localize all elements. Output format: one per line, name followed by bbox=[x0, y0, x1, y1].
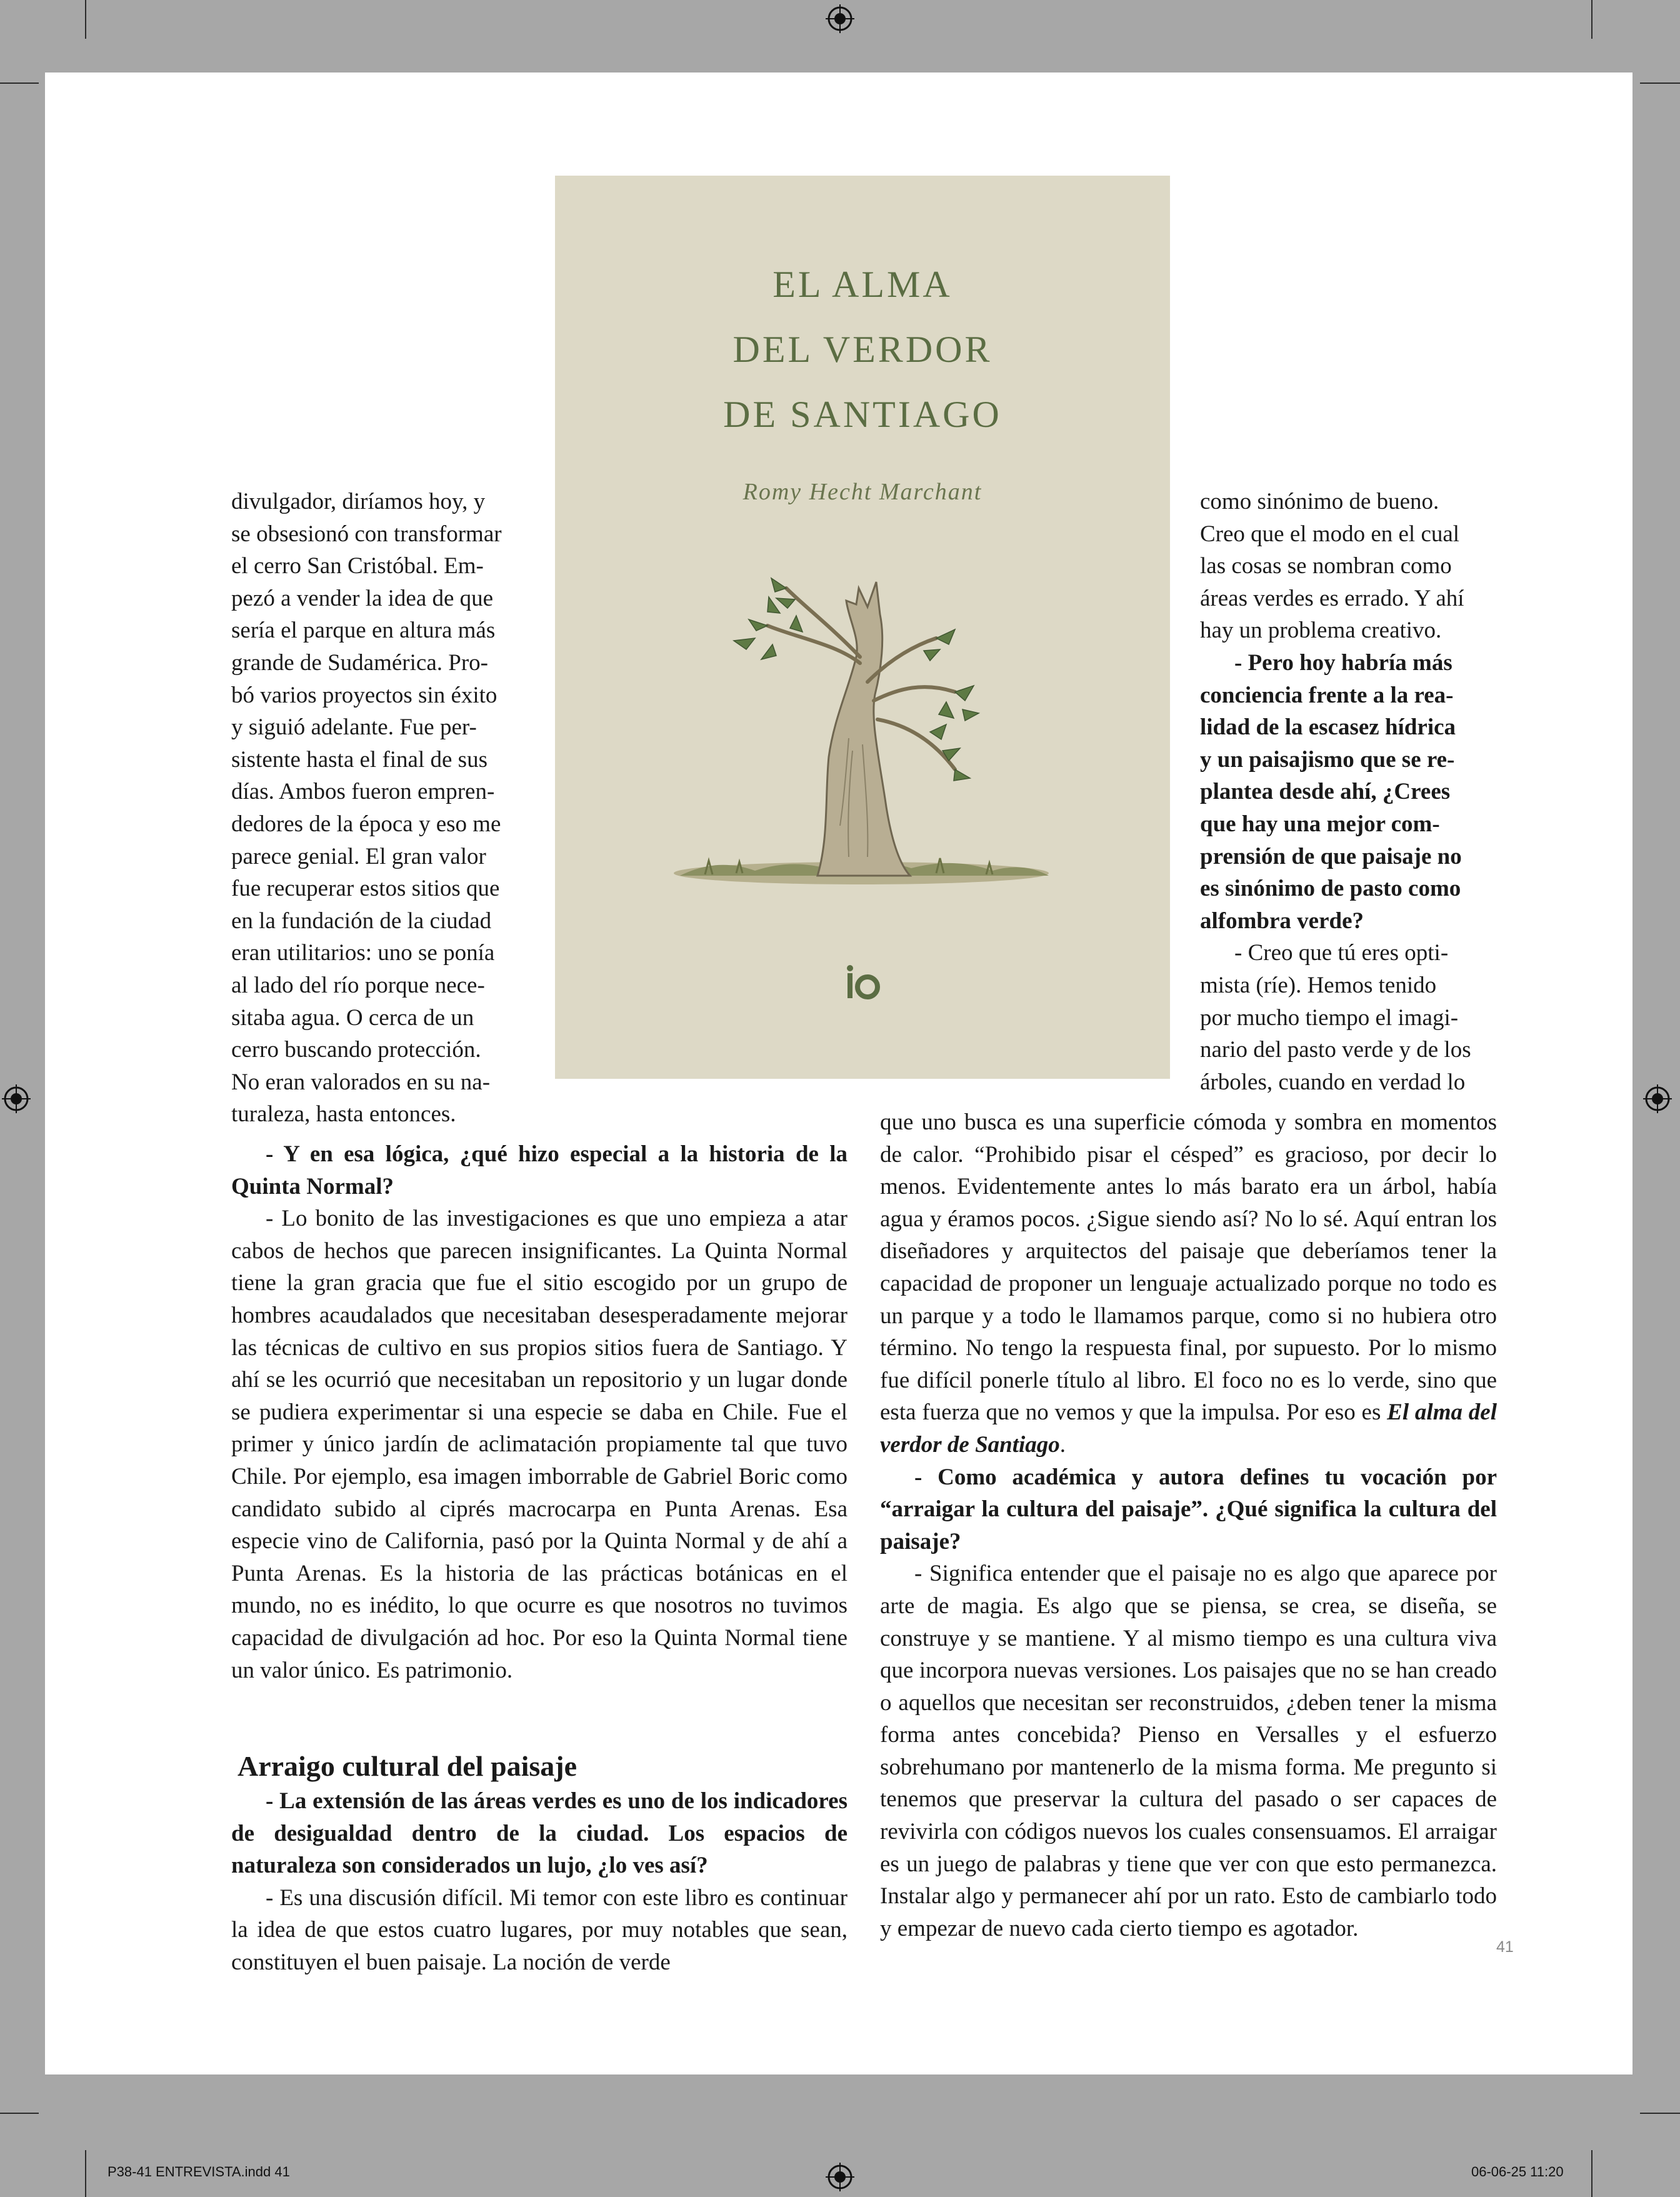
text-line: parece genial. El gran valor bbox=[231, 843, 486, 869]
text-line: se obsesionó con transformar bbox=[231, 521, 502, 547]
text-line: hay un problema creativo. bbox=[1200, 618, 1442, 644]
text-line: Creo que el modo en el cual bbox=[1200, 521, 1460, 547]
text-line: nario del pasto verde y de los bbox=[1200, 1037, 1471, 1063]
interview-answer-continued bbox=[880, 1106, 1497, 1461]
crop-mark bbox=[1591, 0, 1592, 39]
book-cover-title bbox=[555, 252, 1170, 447]
print-slug-file: P38-41 ENTREVISTA.indd 41 bbox=[108, 2164, 290, 2179]
text-line: y un paisajismo que se re- bbox=[1200, 746, 1455, 773]
book-title-reference: El alma del verdor de Santiago bbox=[880, 1399, 1497, 1458]
text-line: sitaba agua. O cerca de un bbox=[231, 1004, 474, 1031]
text-line: - Creo que tú eres opti- bbox=[1234, 940, 1449, 966]
crop-mark bbox=[85, 0, 86, 39]
text-line: es sinónimo de pasto como bbox=[1200, 876, 1461, 902]
crop-mark bbox=[0, 83, 39, 84]
text-line: prensión de que paisaje no bbox=[1200, 843, 1462, 869]
crop-mark bbox=[85, 2150, 86, 2197]
right-top-lines bbox=[1200, 486, 1497, 1098]
cover-title-line: DEL VERDOR bbox=[732, 329, 992, 370]
answer-text-end: . bbox=[1059, 1431, 1066, 1458]
left-top-column bbox=[231, 486, 525, 1131]
text-line: grande de Sudamérica. Pro- bbox=[231, 649, 488, 676]
text-line: lidad de la escasez hídrica bbox=[1200, 714, 1456, 741]
text-line: sistente hasta el final de sus bbox=[231, 746, 488, 773]
text-line: al lado del río porque nece- bbox=[231, 972, 485, 998]
text-line: días. Ambos fueron empren- bbox=[231, 779, 495, 805]
interview-answer: - Lo bonito de las investigaciones es que uno empieza a atar cabos de hechos que parecen insignificantes. La Quinta Normal tiene la gran gracia que fue el sitio escogido por un grupo de hombres acaudalados que necesitaban desesperadamente mejorar las técnicas de cultivo en sus propios sitios fuera de Santiago. Y ahí se les ocurrió que necesitaban un repositorio y un lugar donde se pudiera experimentar si una especie se daba en Chile. Fue el primer y único jardín de aclimatación propiamente tal que tuvo Chile. Por ejemplo, esa imagen imborrable de Gabriel Boric como candidato subido al ciprés macrocarpa en Punta Arenas. Esa especie vino de California, pasó por la Quinta Normal y de ahí a Punta Arenas. Es la historia de las prácticas botánicas en el mundo, no es inédito, lo que ocurre es que nosotros no tuvimos capacidad de divulgación ad hoc. Por eso la Quinta Normal tiene un valor único. Es patrimonio. bbox=[231, 1206, 848, 1683]
text-line: mista (ríe). Hemos tenido bbox=[1200, 972, 1437, 998]
crop-mark bbox=[0, 2113, 39, 2114]
text-line: dedores de la época y eso me bbox=[231, 811, 501, 837]
book-cover bbox=[555, 176, 1170, 1079]
print-slug-timestamp: 06-06-25 11:20 bbox=[1471, 2164, 1564, 2179]
text-line: divulgador, diríamos hoy, y bbox=[231, 489, 486, 514]
text-line: alfombra verde? bbox=[1200, 908, 1364, 934]
publisher-logo bbox=[842, 963, 882, 1003]
left-bottom-column bbox=[231, 1785, 848, 1979]
text-line: las cosas se nombran como bbox=[1200, 553, 1452, 579]
registration-mark-icon bbox=[826, 4, 854, 33]
text-line: eran utilitarios: uno se ponía bbox=[231, 940, 495, 966]
interview-question: - La extensión de las áreas verdes es uno de los indicadores de desigualdad dentro de la ciudad. Los espacios de naturaleza son considerados un lujo, ¿lo ves así? bbox=[231, 1788, 848, 1879]
interview-answer: - Significa entender que el paisaje no es algo que aparece por arte de magia. Es algo que se piensa, se crea, se diseña, se construye y se mantiene. Y al mismo tiempo es una cultura viva que incorpora nuevas versiones. Los paisajes que no se han creado o aquellos que necesitan ser reconstruidos, ¿deben tener la misma forma antes concebida? Pienso en Versalles y el esfuerzo sobrehumano por mantenerlo de la misma forma. Me pregunto si tenemos que preservar la cultura del pasado o ser capaces de revivirla con códigos nuevos los cuales consensuamos. El arraigar es un juego de palabras y tiene que ver con que esto permanezca. Instalar algo y permanecer ahí por un rato. Esto de cambiarlo todo y empezar de nuevo cada cierto tiempo es agotador. bbox=[880, 1561, 1497, 1941]
interview-question: - Y en esa lógica, ¿qué hizo especial a la historia de la Quinta Normal? bbox=[231, 1141, 848, 1199]
page-number: 41 bbox=[1496, 1938, 1514, 1956]
registration-mark-icon bbox=[1643, 1084, 1672, 1113]
tree-illustration bbox=[661, 563, 1061, 888]
text-line: - Pero hoy habría más bbox=[1234, 649, 1452, 676]
text-line: en la fundación de la ciudad bbox=[231, 908, 492, 934]
text-line: árboles, cuando en verdad lo bbox=[1200, 1069, 1466, 1095]
text-line: pezó a vender la idea de que bbox=[231, 585, 494, 611]
text-line: como sinónimo de bueno. bbox=[1200, 489, 1439, 514]
text-line: turaleza, hasta entonces. bbox=[231, 1101, 456, 1128]
text-line: y siguió adelante. Fue per- bbox=[231, 714, 477, 741]
interview-answer: - Es una discusión difícil. Mi temor con este libro es continuar la idea de que estos cuatro lugares, por muy notables que sean, constituyen el buen paisaje. La noción de verde bbox=[231, 1884, 848, 1975]
right-top-column bbox=[1200, 486, 1497, 1098]
text-line: que hay una mejor com- bbox=[1200, 811, 1440, 837]
left-main-column bbox=[231, 1138, 848, 1686]
registration-mark-icon bbox=[826, 2163, 854, 2191]
interview-question: - Como académica y autora defines tu vocación por “arraigar la cultura del paisaje”. ¿Qué significa la cultura del paisaje? bbox=[880, 1464, 1497, 1554]
registration-mark-icon bbox=[2, 1084, 31, 1113]
text-line: bó varios proyectos sin éxito bbox=[231, 682, 498, 708]
answer-text: que uno busca es una superficie cómoda y sombra en momentos de calor. “Prohibido pisar el césped” es gracioso, por decir lo menos. Evidentemente antes lo más barato era un árbol, había agua y éramos pocos. ¿Sigue siendo así? No lo sé. Aquí entran los diseñadores y arquitectos del paisaje que deberíamos tener la capacidad de proponer un lenguaje actualizado porque no todo es un parque y a todo le llamamos parque, como si no hubiera otro término. No tengo la respuesta final, por supuesto. Por lo mismo fue difícil ponerle título al libro. El foco no es lo verde, sino que esta fuerza que no vemos y que la impulsa. Por eso es bbox=[880, 1109, 1497, 1426]
crop-mark bbox=[1640, 83, 1680, 84]
crop-mark bbox=[1640, 2113, 1680, 2114]
text-line: áreas verdes es errado. Y ahí bbox=[1200, 585, 1464, 611]
text-line: el cerro San Cristóbal. Em- bbox=[231, 553, 484, 579]
cover-title-line: DE SANTIAGO bbox=[723, 394, 1002, 435]
text-line: cerro buscando protección. bbox=[231, 1037, 481, 1063]
cover-title-line: EL ALMA bbox=[772, 264, 952, 305]
text-line: plantea desde ahí, ¿Crees bbox=[1200, 779, 1451, 805]
text-line: conciencia frente a la rea- bbox=[1200, 682, 1454, 708]
text-line: por mucho tiempo el imagi- bbox=[1200, 1004, 1459, 1031]
section-heading: Arraigo cultural del paisaje bbox=[238, 1750, 577, 1782]
text-line: sería el parque en altura más bbox=[231, 618, 496, 644]
text-line: fue recuperar estos sitios que bbox=[231, 876, 500, 902]
text-line: No eran valorados en su na- bbox=[231, 1069, 491, 1095]
right-main-column bbox=[880, 1106, 1497, 1944]
book-cover-author: Romy Hecht Marchant bbox=[742, 479, 982, 505]
crop-mark bbox=[1591, 2150, 1592, 2197]
